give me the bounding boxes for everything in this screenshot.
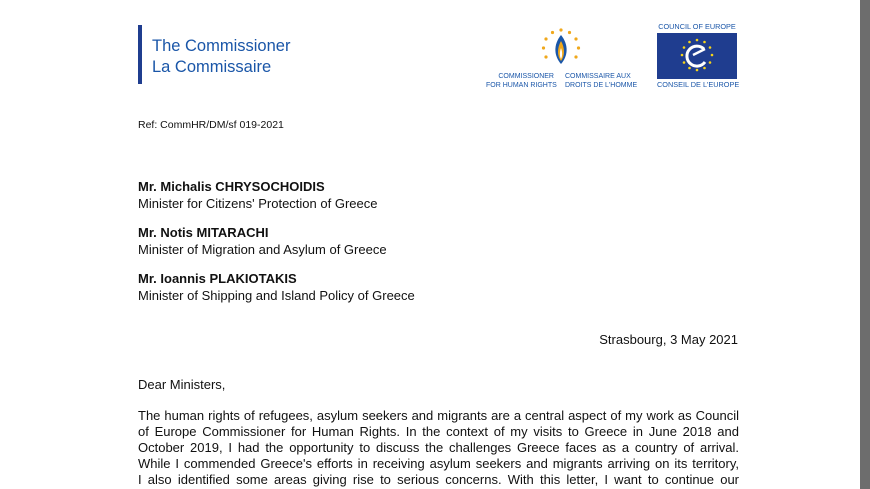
addressee [138, 224, 387, 258]
human-rights-flame-logo [538, 26, 584, 72]
body-line: I also identified some areas giving rise to serious concerns. With this letter, I want to continue our [138, 472, 739, 487]
addressee-title: Minister for Citizens' Protection of Greece [138, 196, 378, 211]
body-line: October 2019, I had the opportunity to discuss the challenges Greece faces as a country of arrival. [138, 440, 739, 455]
body-line: While I commended Greece's efforts in receiving asylum seekers and migrants arriving on its territory, [138, 456, 739, 471]
addressee [138, 270, 415, 304]
chr-caption-fr: COMMISSAIRE AUX DROITS DE L'HOMME [565, 73, 638, 89]
body-line: of Europe Commissioner for Human Rights. In the context of my visits to Greece in June 2018 and [138, 424, 739, 439]
chr-caption-en: COMMISSIONER FOR HUMAN RIGHTS [486, 73, 557, 89]
commissioner-title-fr: La Commissaire [152, 58, 272, 76]
viewer-scrollbar[interactable] [860, 0, 870, 489]
addressee-title: Minister of Shipping and Island Policy of Greece [138, 288, 415, 303]
header-divider-bar [138, 25, 142, 84]
place-and-date: Strasbourg, 3 May 2021 [599, 332, 738, 347]
coe-caption-fr: CONSEIL DE L'EUROPE [657, 80, 740, 89]
addressee [138, 178, 377, 212]
coe-caption-en: COUNCIL OF EUROPE [658, 22, 736, 31]
addressee-name: Mr. Ioannis PLAKIOTAKIS [138, 271, 297, 286]
salutation: Dear Ministers, [138, 377, 226, 392]
addressee-name: Mr. Notis MITARACHI [138, 225, 269, 240]
council-of-europe-logo [657, 33, 737, 79]
commissioner-title-en: The Commissioner [152, 37, 291, 55]
addressee-name: Mr. Michalis CHRYSOCHOIDIS [138, 179, 325, 194]
letter-body [138, 408, 739, 488]
body-line: The human rights of refugees, asylum seekers and migrants are a central aspect of my work as Council [138, 408, 739, 423]
addressee-title: Minister of Migration and Asylum of Greece [138, 242, 387, 257]
letter-reference: Ref: CommHR/DM/sf 019-2021 [138, 119, 284, 131]
commissioner-title-block [152, 36, 290, 78]
